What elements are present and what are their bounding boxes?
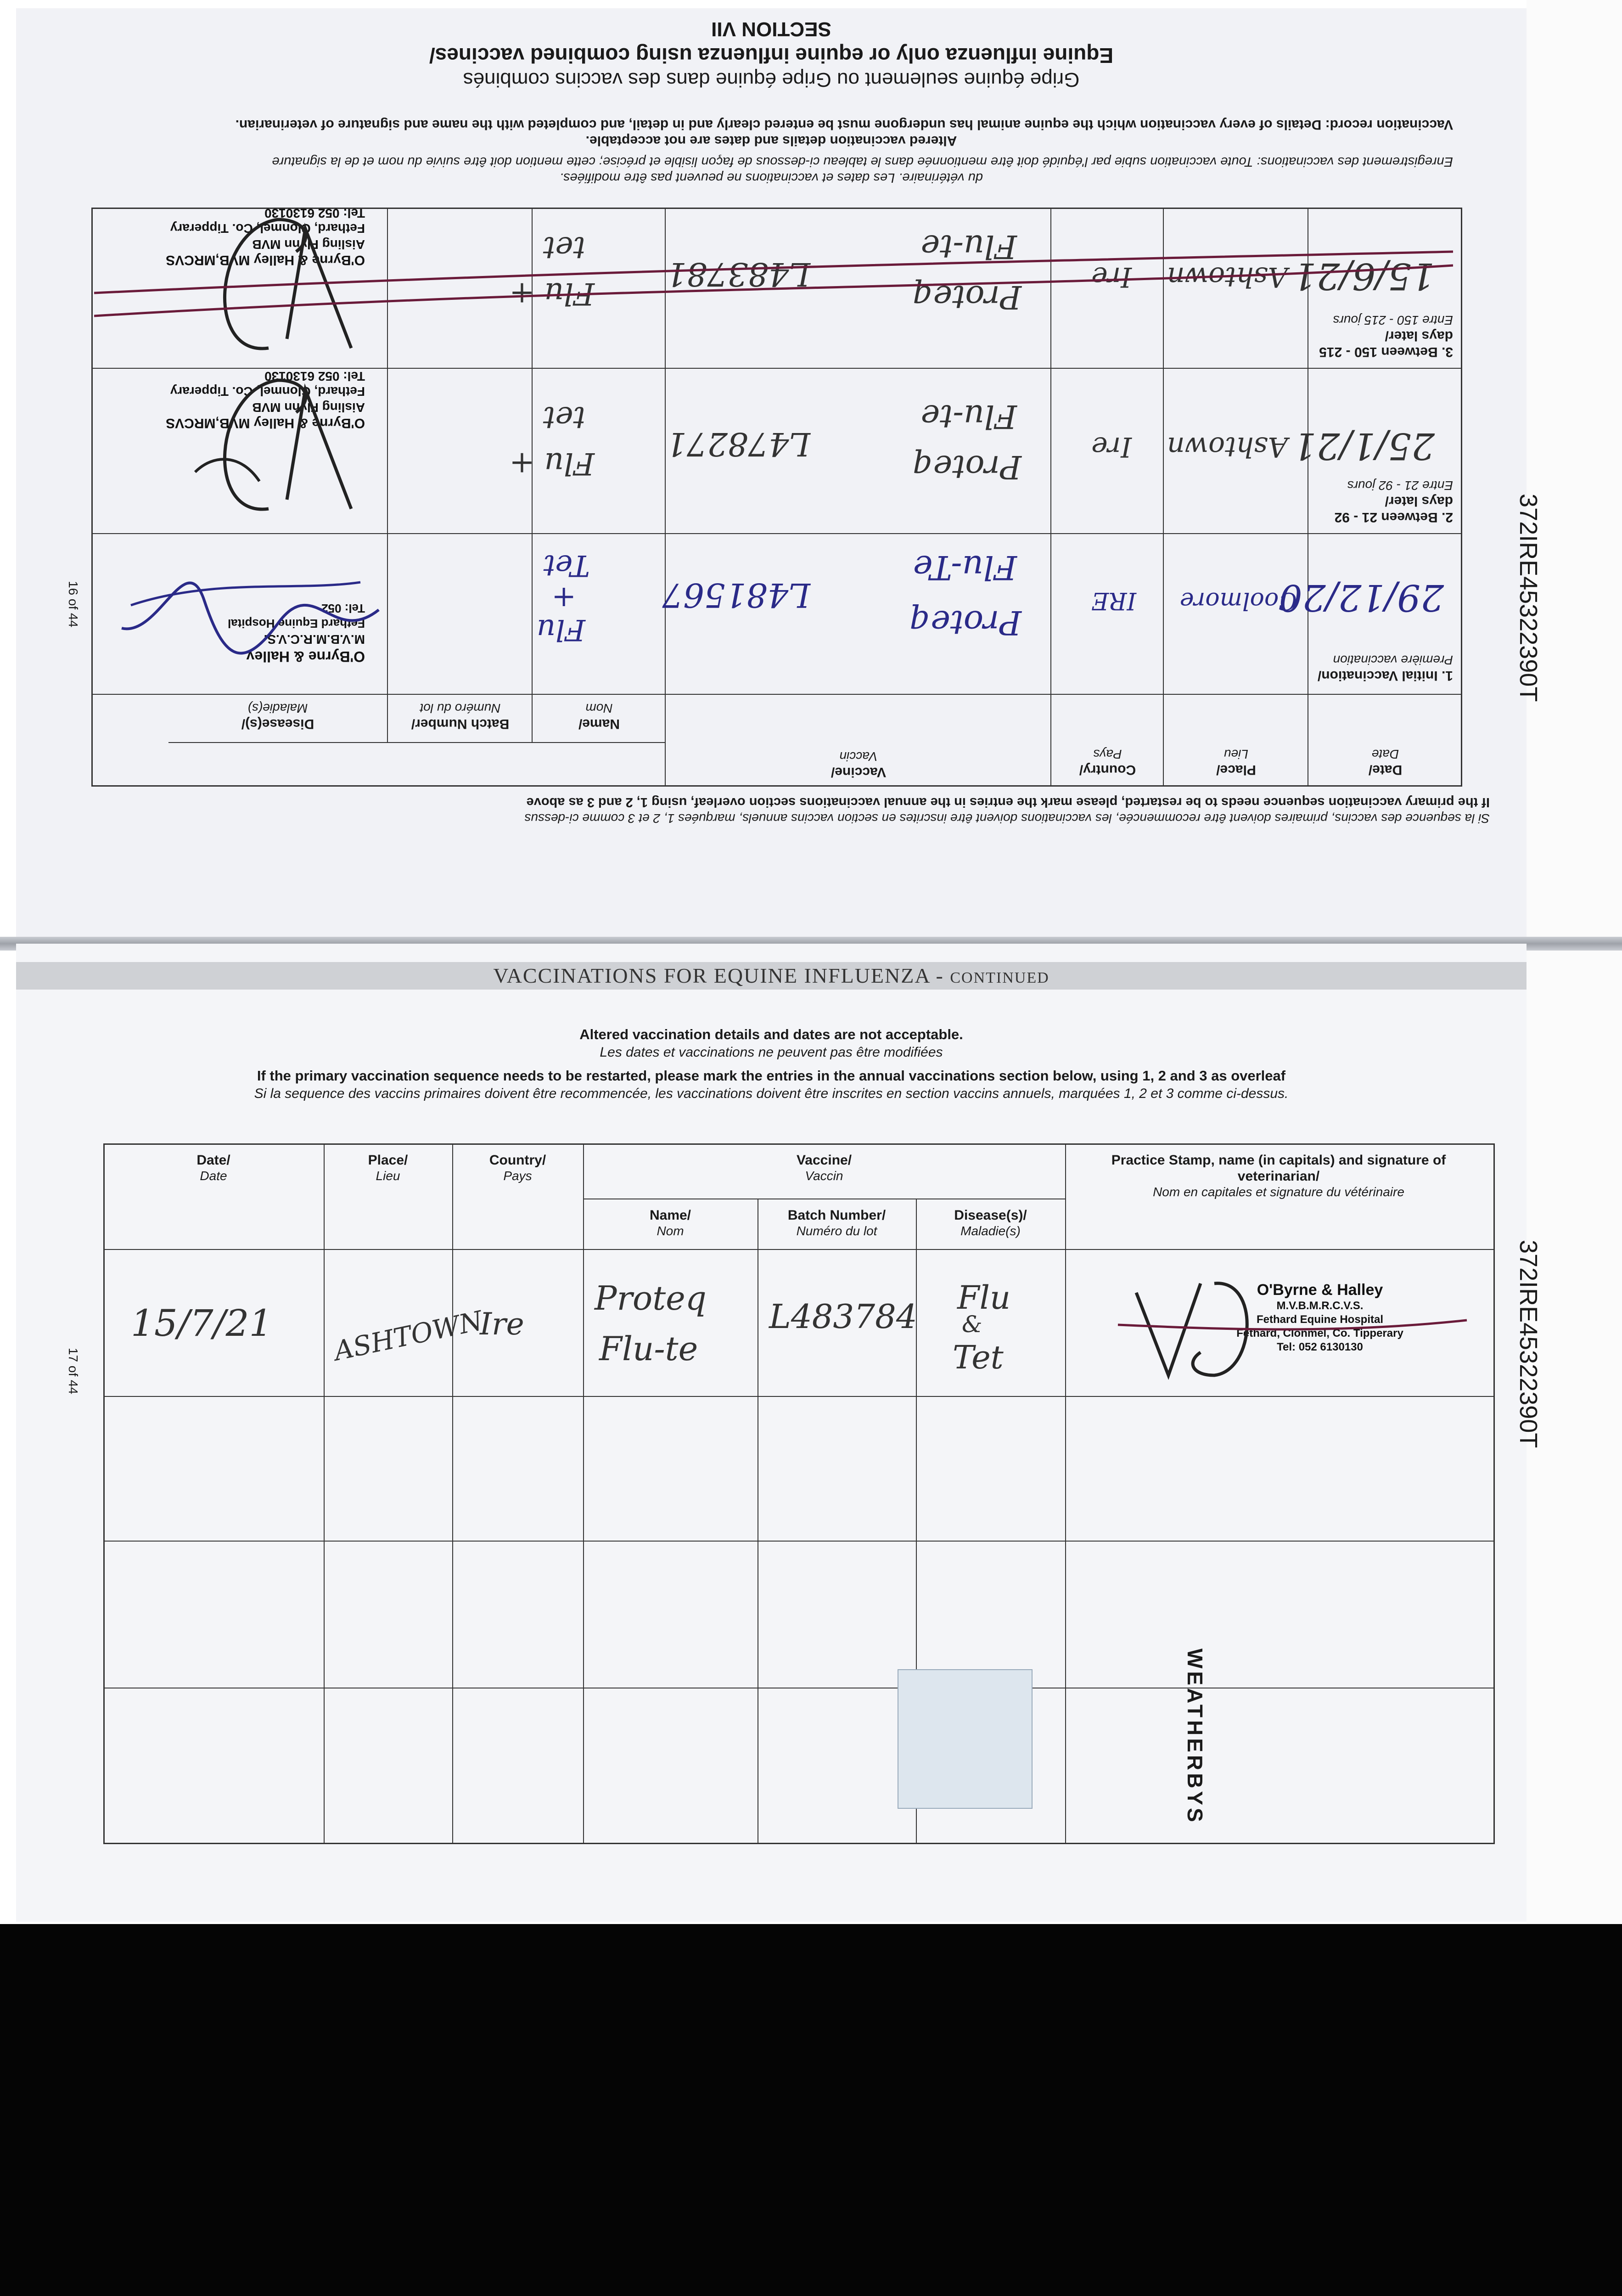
col-date: Date/ [1368, 762, 1403, 777]
record-text-bold: Altered vaccination details and dates are not acceptable. [585, 133, 957, 148]
top-side-id: 372IRE45322390T [1515, 494, 1542, 702]
row3-vaccine-name-2: Flu-te [920, 228, 1017, 265]
col-vaccine: Vaccine/ [796, 1153, 852, 1168]
entry-vaccine-name-1: Proteq [595, 1279, 707, 1317]
row1-disease-1: Flu [536, 613, 585, 647]
row2-batch: L478271 [666, 425, 810, 463]
scanner-margin [1527, 0, 1622, 1924]
top-footer-en: If the primary vaccination sequence needs to be restarted, please mark the entries in the annual vaccinations section overleaf, using 1, 2 and 3 as above [526, 795, 1490, 810]
col-country: Country/ [489, 1153, 546, 1168]
row2-label: 2. Between 21 - 92 [1334, 510, 1453, 525]
col-disease: Disease(s)/ [954, 1208, 1027, 1223]
entry-disease-1: Flu [957, 1279, 1011, 1317]
section-title: SECTION VII [711, 18, 831, 40]
top-page-number: 16 of 44 [66, 581, 80, 628]
row3-label: 3. Between 150 - 215 [1319, 344, 1453, 360]
row2-vaccine-name-2: Flu-te [920, 398, 1017, 435]
row1-vaccine-name-1: Proteq [909, 603, 1021, 642]
entry-signature [1109, 1265, 1476, 1384]
col-vaccine: Vaccine/ [831, 765, 887, 780]
entry-country: Ire [480, 1306, 524, 1342]
record-text-fr-1: Enregistrement des vaccinations: Toute vaccination subie par l'équidé doit être mentionnée dans le tableau ci-dessous de façon lisible et précise; cette mention doit être suivie du nom et de la signature [272, 154, 1453, 169]
entry-date: 15/7/21 [131, 1302, 273, 1345]
col-batch: Batch Number/ [411, 716, 510, 732]
col-country: Country/ [1079, 762, 1136, 777]
col-place: Place/ [1216, 762, 1256, 777]
section-heading-en: Equine influenza only or equine influenza using combined vaccines/ [429, 44, 1114, 68]
row3-stamp: O'Byrne & Halley MVB,MRCVS [166, 253, 365, 268]
row1-date: 29/12/20 [1279, 576, 1444, 619]
section-heading-fr: Gripe équine seulement ou Gripe équine dans des vaccins combinés [463, 68, 1080, 91]
row1-signature [112, 555, 388, 674]
col-date: Date/ [196, 1153, 230, 1168]
col-name: Name/ [649, 1208, 691, 1223]
col-name: Name/ [578, 716, 620, 732]
entry-batch: L483784 [769, 1297, 917, 1336]
row3-country: Ire [1091, 261, 1132, 293]
row2-disease-1: Flu + [509, 446, 595, 481]
record-text-fr-2: du vétérinaire. Les dates et vaccinations ne peuvent pas être modifiées. [559, 170, 983, 185]
notice-3: If the primary vaccination sequence needs to be restarted, please mark the entries in the annual vaccinations section below, using 1, 2 and 3 as overleaf [257, 1068, 1286, 1084]
top-footer-fr: Si la sequence des vaccins, primaires doivent être recommencée, les vaccinations doivent être inscrites en section vaccins annuels, marquées 1, 2 et 3 comme ci-dessus [524, 811, 1490, 826]
row3-date: 15/6/21 [1293, 255, 1435, 298]
row1-country: IRE [1091, 587, 1136, 614]
entry-vaccine-name-2: Flu-te [599, 1329, 698, 1368]
col-disease: Disease(s)/ [241, 716, 314, 732]
record-text-en: Vaccination record: Details of every vaccination which the equine animal has undergone must be entered clearly and in detail, and completed with the name and signature of veterinarian. [235, 117, 1453, 132]
entry-place: ASHTOWN [331, 1305, 486, 1367]
col-stamp: Practice Stamp, name (in capitals) and signature of [1111, 1153, 1446, 1168]
weatherbys-brand: WEATHERBYS [1183, 1649, 1207, 1825]
banner-title: VACCINATIONS FOR EQUINE INFLUENZA - CONTINUED [493, 964, 1050, 987]
bottom-side-id: 372IRE45322390T [1515, 1240, 1542, 1448]
row1-stamp: O'Byrne & Halley [246, 648, 365, 665]
row2-vaccine-name-1: Proteq [912, 448, 1021, 486]
row3-strike-lines [94, 210, 1453, 362]
notice-4: Si la sequence des vaccins primaires doivent être recommencée, les vaccinations doivent être inscrites en section vaccins annuels, marquées 1, 2 et 3 comme ci-dessus. [254, 1086, 1289, 1101]
page-16-content: SECTION VII Equine influenza only or equine influenza using combined vaccines/ Gripe équine seulement ou Gripe équine dans des vaccins combinés Vaccination record: Details of every vaccination which the equine animal has undergone must be entered clearly and in detail, and completed with the name and signature of veterinarian. Altered vaccination details and dates are not acceptable. Enregistrement des vaccinations: Toute vaccination subie par l'équidé doit être mentionnée dans le tableau ci-dessous de façon lisible et précise; cette mention doit être suivie du nom et de la signature du vétérinaire. Les dates et vaccinations ne peuvent pas être modifiées. Date/ Date Place/ Lieu Country/ Pays Vaccine/ Vaccin Name/ Nom Batch Number/ Numéro du lot Disease(s)/ Maladie(s) 1. Initial Vaccination/ Première vaccination 29/12/20 Coolmore IRE Proteq Flu-Te L481567 Flu + Tet O'Byrne & Halley M.V.B.M.R.C.V.S. Fethard Equine Hospital Tel: 052 2. Between 21 - 92 days later/ Entre 21 - 92 jours 25/1/21 Ashtown Ire Proteq Flu-te L478271 Flu + tet O'Byrne & Halley MVB,MRCVS Aisling Flynn MVB Fethard, Clonmel, Co. Tipperary Tel: 052 6130130 3. Between 150 - 215 days later/ Entre 150 - 215 jours 15/6/21 Ashtown Ire Proteq Flu-te L483781 Flu + tet O'Byrne & Halley MVB,MRCVS Aisling Flynn MVB Fethard, Clonmel, Co. Tipperary Tel: 052 6130130 If the primary vaccination sequence needs to be restarted, please mark the entries in the annual vaccinations section overleaf, using 1, 2 and 3 as above Si la sequence des vaccins, primaires doivent être recommencée, les vaccinations doivent être inscrites en section vaccins annuels, marquées 1, 2 et 3 comme ci-dessus [16, 8, 1527, 940]
row2-date: 25/1/21 [1293, 425, 1435, 467]
row2-place: Ashtown [1167, 431, 1288, 463]
row3-place: Ashtown [1167, 261, 1288, 293]
row1-batch: L481567 [662, 576, 810, 614]
col-place: Place/ [368, 1153, 408, 1168]
bottom-page-number: 17 of 44 [66, 1348, 80, 1395]
row1-label: 1. Initial Vaccination/ [1317, 668, 1453, 683]
row2-signature [122, 371, 379, 527]
page-17-content: VACCINATIONS FOR EQUINE INFLUENZA - CONTINUED Altered vaccination details and dates are not acceptable. Les dates et vaccinations ne peuvent pas être modifiées If the primary vaccination sequence needs to be restarted, please mark the entries in the annual vaccinations section below, using 1, 2 and 3 as overleaf Si la sequence des vaccins primaires doivent être recommencée, les vaccinations doivent être inscrites en section vaccins annuels, marquées 1, 2 et 3 comme ci-dessus. Date/ Date Place/ Lieu Country/ Pays Vaccine/ Vaccin Name/ Nom Batch Number/ Numéro du lot Disease(s)/ Maladie(s) Practice Stamp, name (in capitals) and signature of veterinarian/ Nom en capitales et signature du vétérinaire 15/7/21 ASHTOWN Ire Proteq Flu-te L483784 Flu & Tet O'Byrne & Halley M.V.B.M.R.C.V.S. Fethard Equine Hospital Fethard, Clonmel, Co. Tipperary Tel: 052 6130130 [16, 944, 1527, 1922]
entry-stamp: O'Byrne & Halley [1257, 1281, 1383, 1299]
notice-1: Altered vaccination details and dates are not acceptable. [579, 1026, 963, 1042]
row1-place: Coolmore [1179, 587, 1297, 614]
row3-disease-1: Flu + [509, 276, 595, 311]
scanner-background [0, 1924, 1622, 2296]
row3-vaccine-name-1: Proteq [912, 278, 1021, 316]
row1-vaccine-name-2: Flu-Te [913, 548, 1017, 587]
vaccination-table-bottom [103, 1143, 1495, 1844]
row2-stamp: O'Byrne & Halley MVB,MRCVS [166, 416, 365, 431]
row3-batch: L483781 [666, 255, 810, 293]
weatherbys-watermark-logo [898, 1669, 1033, 1809]
row2-country: Ire [1091, 431, 1132, 463]
notice-2: Les dates et vaccinations ne peuvent pas être modifiées [600, 1045, 943, 1060]
col-batch: Batch Number/ [787, 1208, 886, 1223]
